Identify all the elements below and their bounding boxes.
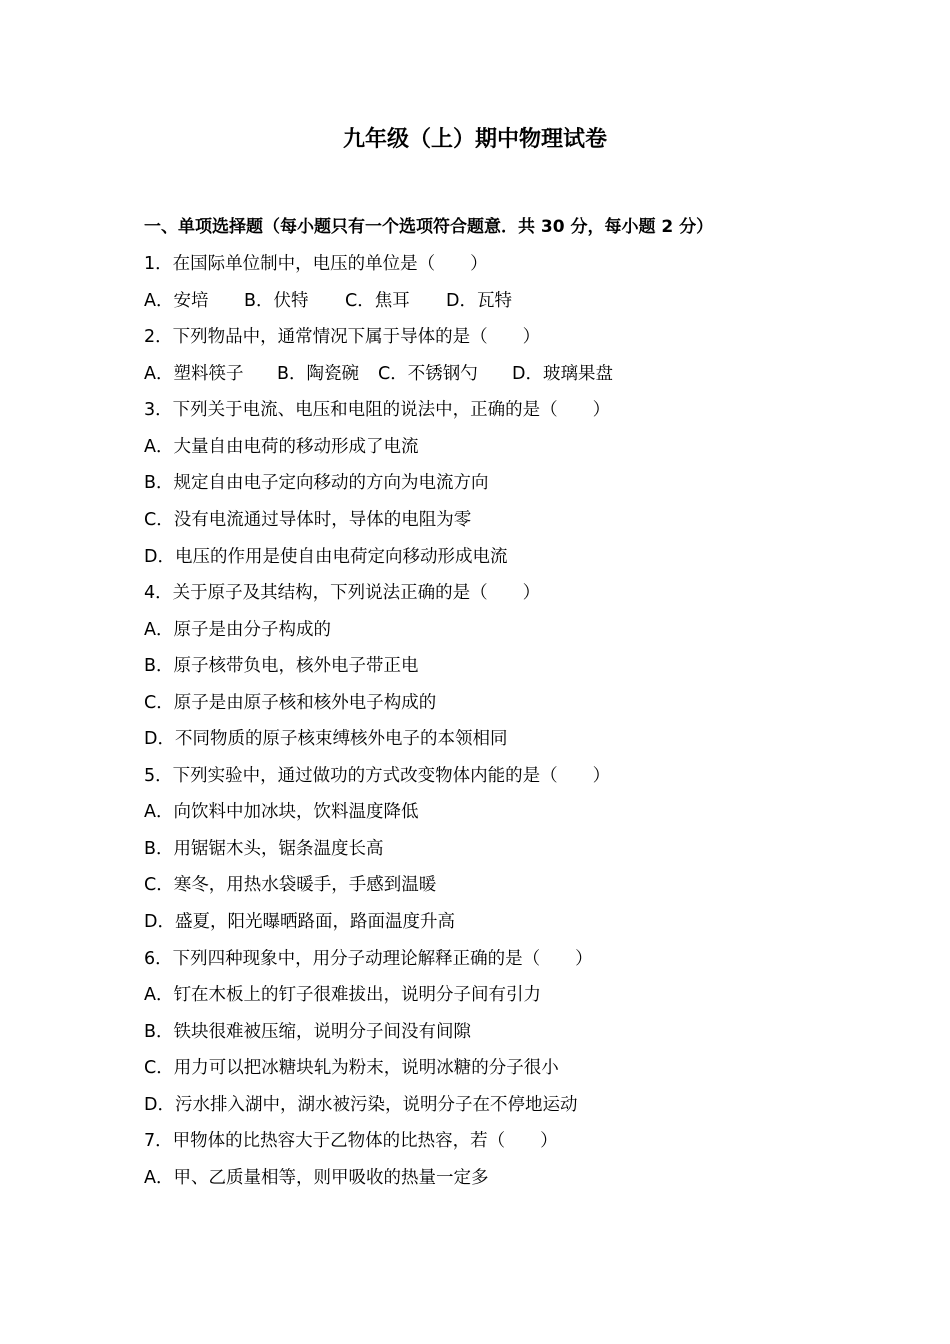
option: A．向饮料中加冰块，饮料温度降低 [144,802,419,822]
question-stem: 7．甲物体的比热容大于乙物体的比热容，若（ ） [144,1131,558,1151]
option: C．用力可以把冰糖块轧为粉末，说明冰糖的分子很小 [144,1058,559,1078]
question-stem: 3．下列关于电流、电压和电阻的说法中，正确的是（ ） [144,400,611,420]
option: D．不同物质的原子核束缚核外电子的本领相同 [144,729,508,749]
option: B．规定自由电子定向移动的方向为电流方向 [144,473,489,493]
question-stem: 4．关于原子及其结构，下列说法正确的是（ ） [144,583,541,603]
option: B．伏特 [244,291,309,311]
question-stem: 6．下列四种现象中，用分子动理论解释正确的是（ ） [144,949,593,969]
option: C．不锈钢勺 [378,364,478,384]
question-stem: 2．下列物品中，通常情况下属于导体的是（ ） [144,327,541,347]
option: A．安培 [144,291,209,311]
option: D．盛夏，阳光曝晒路面，路面温度升高 [144,912,455,932]
option: C．没有电流通过导体时，导体的电阻为零 [144,510,472,530]
option: A．大量自由电荷的移动形成了电流 [144,437,419,457]
option: B．用锯锯木头，锯条温度长高 [144,839,384,859]
option: B．陶瓷碗 [277,364,360,384]
option: A．甲、乙质量相等，则甲吸收的热量一定多 [144,1168,489,1188]
option-row [144,361,613,387]
option: A．塑料筷子 [144,364,244,384]
page-title: 九年级（上）期中物理试卷 [342,127,607,152]
section-heading: 一、单项选择题（每小题只有一个选项符合题意．共 30 分，每小题 2 分） [144,217,714,237]
option: D．玻璃果盘 [512,364,613,384]
question-stem: 1．在国际单位制中，电压的单位是（ ） [144,254,488,274]
option: C．焦耳 [345,291,410,311]
option: A．原子是由分子构成的 [144,620,331,640]
question-stem: 5．下列实验中，通过做功的方式改变物体内能的是（ ） [144,766,611,786]
option: D．瓦特 [446,291,512,311]
option: D．电压的作用是使自由电荷定向移动形成电流 [144,547,508,567]
option-row [144,288,512,314]
option: B．原子核带负电，核外电子带正电 [144,656,419,676]
option: C．寒冬，用热水袋暖手，手感到温暖 [144,875,437,895]
option: B．铁块很难被压缩，说明分子间没有间隙 [144,1022,472,1042]
option: A．钉在木板上的钉子很难拔出，说明分子间有引力 [144,985,541,1005]
option: C．原子是由原子核和核外电子构成的 [144,693,437,713]
option: D．污水排入湖中，湖水被污染，说明分子在不停地运动 [144,1095,578,1115]
